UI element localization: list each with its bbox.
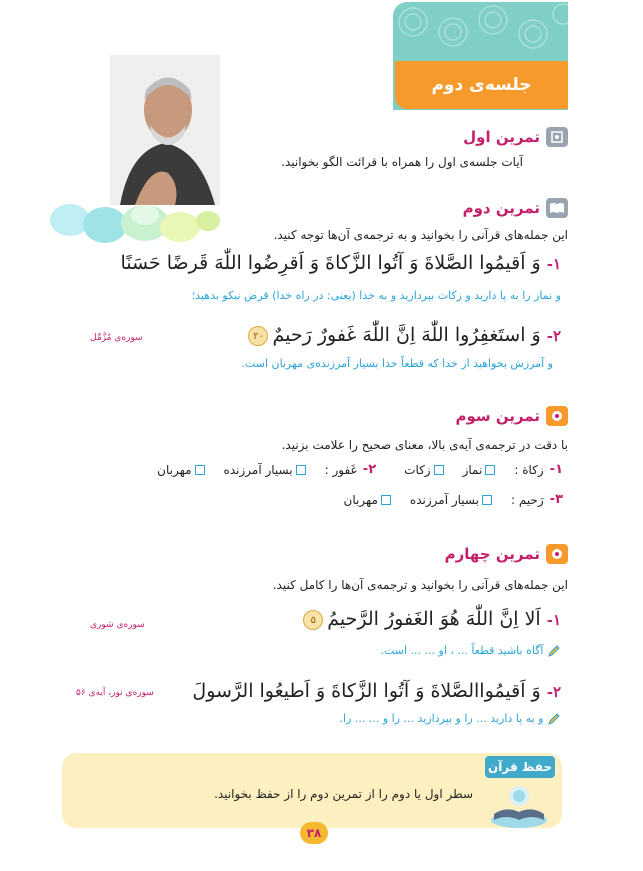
ayah-number-badge: ۵ (303, 610, 323, 630)
book-icon (546, 198, 568, 218)
exercise-3-instruction: با دقت در ترجمه‌ی آیه‌ی بالا، معنای صحیح را علامت بزنید. (281, 438, 568, 452)
hifz-label: حفظ قرآن (485, 756, 555, 778)
audio-icon (546, 127, 568, 147)
ex3-q2-option-1-checkbox[interactable] (296, 465, 306, 475)
exercise-2-heading: تمرین دوم (463, 198, 568, 218)
exercise-1-heading: تمرین اول (463, 127, 568, 147)
ex3-q1-option-1-checkbox[interactable] (485, 465, 495, 475)
think-icon (546, 544, 568, 564)
exercise-4-heading: تمرین چهارم (445, 544, 568, 564)
ex4-verse-1-fill[interactable]: آگاه باشید قطعاً ... ، او ... ... است. (380, 644, 561, 658)
ayah-number-badge: ۲۰ (248, 326, 268, 346)
exercise-3-heading: تمرین سوم (455, 406, 568, 426)
pencil-icon (547, 712, 561, 726)
hifz-text: سطر اول یا دوم را از تمرین دوم را از حفظ بخوانید. (214, 787, 473, 801)
ex3-row-1: ۱- زکاة : نماز زکات ۲- غَفور : بسیار آمرزنده مهربان (157, 462, 563, 477)
ex3-row-2: ۳- رَحیم : بسیار آمرزنده مهربان (343, 492, 563, 507)
header-pattern-decoration (393, 2, 568, 62)
quran-book-icon (488, 780, 550, 830)
ex4-verse-1: ۱-اَلا اِنَّ اللّٰهَ هُوَ الغَفورُ الرَّحیمُ۵ (299, 608, 561, 630)
page-number: ۳۸ (300, 822, 328, 844)
session-title: جلسه‌ی دوم (395, 61, 568, 109)
ex3-q3-option-2-checkbox[interactable] (381, 495, 391, 505)
portrait-illustration (50, 55, 220, 245)
think-icon (546, 406, 568, 426)
ex3-q1-option-2-checkbox[interactable] (434, 465, 444, 475)
exercise-4-instruction: این جمله‌های قرآنی را بخوانید و ترجمه‌ی آن‌ها را کامل کنید. (272, 578, 568, 592)
ex2-verse-2-source: سوره‌ی مُزَّمِّل (90, 333, 143, 343)
ex4-verse-1-source: سوره‌ی شوری (90, 620, 145, 630)
ex2-verse-1: ۱-وَ اَقیمُوا الصَّلاةَ وَ آتُوا الزَّكاةَ وَ اَقرِضُوا اللّٰهَ قَرضًا حَسَنًا (120, 252, 561, 274)
ex2-verse-1-translation: و نماز را به پا دارید و زکات بپردازید و به خدا (یعنی: در راه خدا) قرض نیکو بدهید؛ (191, 289, 561, 302)
ex3-q2-option-2-checkbox[interactable] (195, 465, 205, 475)
ex3-q3-option-1-checkbox[interactable] (482, 495, 492, 505)
ex2-verse-2-translation: و آمرزش بخواهید از خدا که قطعاً خدا بسیار آمرزنده‌ی مهربان است. (241, 357, 553, 370)
exercise-1-instruction: آیات جلسه‌ی اول را همراه با قرائت الگو بخوانید. (281, 155, 523, 169)
ex4-verse-2-source: سوره‌ی نور، آیه‌ی ۵۶ (76, 688, 154, 698)
pencil-icon (547, 644, 561, 658)
exercise-2-instruction: این جمله‌های قرآنی را بخوانید و به ترجمه‌ی آن‌ها توجه کنید. (273, 228, 568, 242)
ex4-verse-2: ۲-وَ اَقیمُواالصَّلاةَ وَ آتُوا الزَّكاةَ وَ اَطیعُوا الرَّسولَ (192, 680, 561, 702)
ex4-verse-2-fill[interactable]: و به پا دارید ... را و بپردازید ... را و ... ... را. (340, 712, 561, 726)
ex2-verse-2: ۲-وَ استَغفِرُوا اللّٰهَ اِنَّ اللّٰهَ غَفورٌ رَحیمٌ۲۰ (244, 324, 561, 346)
